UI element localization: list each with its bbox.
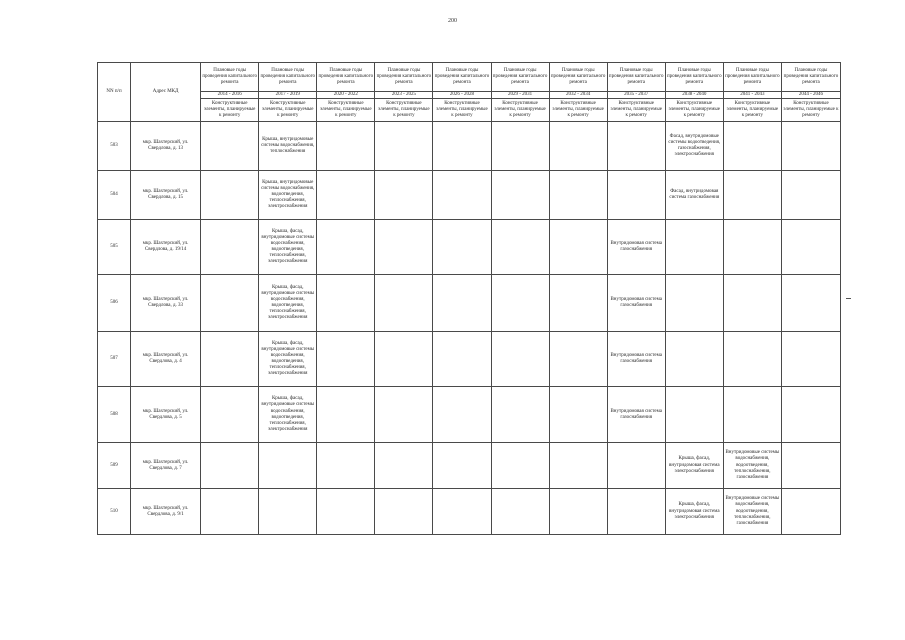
row-address: мкр. Шахтерский, ул. Свердлова, д. 13 — [131, 122, 201, 171]
table-cell — [781, 443, 840, 489]
header-years: 2014 - 2016 — [201, 92, 259, 99]
table-cell — [491, 275, 549, 332]
table-cell — [781, 332, 840, 387]
table-cell — [723, 171, 781, 220]
table-cell: Внутридомовая система газоснабжения — [607, 387, 665, 443]
table-cell — [433, 443, 491, 489]
header-elements-label: Конструктивные элементы, планируемые к ремонту — [433, 99, 491, 122]
table-cell — [549, 275, 607, 332]
table-cell — [549, 171, 607, 220]
header-elements-label: Конструктивные элементы, планируемые к ремонту — [665, 99, 723, 122]
table-cell — [317, 387, 375, 443]
table-row — [98, 387, 841, 443]
table-cell — [781, 387, 840, 443]
table-cell — [317, 122, 375, 171]
table-cell — [375, 171, 433, 220]
header-elements-label: Конструктивные элементы, планируемые к ремонту — [375, 99, 433, 122]
table-cell: Внутридомовая система газоснабжения — [607, 275, 665, 332]
header-years: 2029 - 2031 — [491, 92, 549, 99]
header-period-label: Плановые годы проведения капитального ремонта — [723, 63, 781, 92]
header-elements-label: Конструктивные элементы, планируемые к ремонту — [607, 99, 665, 122]
table-cell — [723, 275, 781, 332]
page-number: 200 — [448, 18, 457, 24]
table-cell — [781, 220, 840, 275]
header-years: 2026 - 2028 — [433, 92, 491, 99]
table-cell — [723, 387, 781, 443]
table-cell — [201, 387, 259, 443]
table-cell — [491, 171, 549, 220]
table-cell — [201, 443, 259, 489]
table-row — [98, 171, 841, 220]
header-period-label: Плановые годы проведения капитального ремонта — [607, 63, 665, 92]
table-cell — [549, 387, 607, 443]
header-elements-label: Конструктивные элементы, планируемые к ремонту — [491, 99, 549, 122]
row-number: 506 — [98, 275, 131, 332]
table-cell — [375, 275, 433, 332]
table-cell: Внутридомовые системы водоснабжения, водоотведения, теплоснабжения, газоснабжения — [723, 443, 781, 489]
row-number: 504 — [98, 171, 131, 220]
table-row — [98, 332, 841, 387]
table-cell: Внутридомовые системы водоснабжения, водоотведения, теплоснабжения, газоснабжения — [723, 489, 781, 535]
header-period-label: Плановые годы проведения капитального ремонта — [781, 63, 840, 92]
header-years: 2044 - 2046 — [781, 92, 840, 99]
table-cell — [433, 332, 491, 387]
header-period-label: Плановые годы проведения капитального ремонта — [433, 63, 491, 92]
table-cell — [781, 171, 840, 220]
header-num: NN п/п — [98, 63, 131, 122]
row-address: мкр. Шахтерский, ул. Свердлова, д. 15 — [131, 171, 201, 220]
table-cell — [491, 122, 549, 171]
header-years: 2038 - 2040 — [665, 92, 723, 99]
table-cell — [259, 489, 317, 535]
margin-mark — [846, 298, 851, 299]
table-cell — [259, 443, 317, 489]
table-cell — [433, 275, 491, 332]
table-cell — [317, 489, 375, 535]
row-number: 503 — [98, 122, 131, 171]
table-cell: Крыша, внутридомовые системы водоснабжения, теплоснабжения — [259, 122, 317, 171]
row-address: мкр. Шахтерский, ул. Свердлова, д. 4 — [131, 332, 201, 387]
row-number: 505 — [98, 220, 131, 275]
table-cell: Крыша, фасад, внутридомовые системы водоснабжения, водоотведения, теплоснабжения, электроснабжения — [259, 275, 317, 332]
table-row — [98, 220, 841, 275]
header-years: 2017 - 2019 — [259, 92, 317, 99]
table-cell — [607, 489, 665, 535]
header-period-label: Плановые годы проведения капитального ремонта — [259, 63, 317, 92]
table-cell — [723, 220, 781, 275]
row-number: 509 — [98, 443, 131, 489]
row-address: мкр. Шахтерский, ул. Свердлова, д. 9/1 — [131, 489, 201, 535]
table-cell — [433, 489, 491, 535]
table-cell: Крыша, фасад, внутридомовые системы водоснабжения, водоотведения, теплоснабжения, электроснабжения — [259, 387, 317, 443]
table-cell — [723, 122, 781, 171]
header-period-label: Плановые годы проведения капитального ремонта — [375, 63, 433, 92]
table-cell — [491, 443, 549, 489]
header-elements-label: Конструктивные элементы, планируемые к ремонту — [317, 99, 375, 122]
table-cell — [375, 489, 433, 535]
capital-repair-schedule-table — [97, 62, 841, 535]
table-cell — [201, 171, 259, 220]
table-cell — [607, 171, 665, 220]
table-cell — [201, 489, 259, 535]
row-address: мкр. Шахтерский, ул. Свердлова, д. 33 — [131, 275, 201, 332]
table-cell — [781, 122, 840, 171]
table-cell — [201, 220, 259, 275]
table-row — [98, 443, 841, 489]
table-cell — [781, 489, 840, 535]
table-cell — [549, 443, 607, 489]
table-cell — [607, 122, 665, 171]
table-cell — [317, 171, 375, 220]
row-number: 507 — [98, 332, 131, 387]
header-period-label: Плановые годы проведения капитального ремонта — [491, 63, 549, 92]
table-cell — [781, 275, 840, 332]
table-cell: Крыша, фасад, внутридомовые системы водоснабжения, водоотведения, теплоснабжения, электроснабжения — [259, 332, 317, 387]
table-cell — [665, 220, 723, 275]
header-period-label: Плановые годы проведения капитального ремонта — [201, 63, 259, 92]
table-cell — [433, 171, 491, 220]
table-cell: Крыша, фасад, внутридомовая система электроснабжения — [665, 443, 723, 489]
table-cell: Крыша, фасад, внутридомовые системы водоснабжения, водоотведения, теплоснабжения, электроснабжения — [259, 220, 317, 275]
header-address: Адрес МКД — [131, 63, 201, 122]
table-cell — [375, 332, 433, 387]
row-number: 510 — [98, 489, 131, 535]
header-years: 2035 - 2037 — [607, 92, 665, 99]
table-cell — [665, 387, 723, 443]
table-cell: Крыша, фасад, внутридомовая система электроснабжения — [665, 489, 723, 535]
table-cell: Внутридомовая система газоснабжения — [607, 332, 665, 387]
table-cell: Фасад, внутридомовые системы водоотведения, газоснабжения, электроснабжения — [665, 122, 723, 171]
header-elements-label: Конструктивные элементы, планируемые к ремонту — [781, 99, 840, 122]
table-cell — [201, 122, 259, 171]
table-cell — [375, 220, 433, 275]
table-cell — [665, 275, 723, 332]
table-cell — [549, 122, 607, 171]
table-row — [98, 489, 841, 535]
table-cell — [491, 489, 549, 535]
table-cell — [317, 332, 375, 387]
table-cell — [491, 332, 549, 387]
table-cell — [433, 220, 491, 275]
table-cell — [665, 332, 723, 387]
table-cell — [549, 489, 607, 535]
header-years: 2020 - 2022 — [317, 92, 375, 99]
table-cell — [723, 332, 781, 387]
header-elements-label: Конструктивные элементы, планируемые к ремонту — [259, 99, 317, 122]
table-cell — [549, 332, 607, 387]
table-cell: Фасад, внутридомовая система газоснабжения — [665, 171, 723, 220]
table-cell — [375, 122, 433, 171]
header-elements-label: Конструктивные элементы, планируемые к ремонту — [549, 99, 607, 122]
table-cell — [607, 443, 665, 489]
table-cell — [491, 220, 549, 275]
table-cell — [433, 122, 491, 171]
header-elements-label: Конструктивные элементы, планируемые к ремонту — [723, 99, 781, 122]
table-cell — [201, 275, 259, 332]
table-cell — [549, 220, 607, 275]
table-cell — [317, 443, 375, 489]
table-cell: Крыша, внутридомовые системы водоснабжения, водоотведения, теплоснабжения, электроснабжения — [259, 171, 317, 220]
table-cell: Внутридомовая система газоснабжения — [607, 220, 665, 275]
table-row — [98, 122, 841, 171]
header-period-label: Плановые годы проведения капитального ремонта — [665, 63, 723, 92]
table-row — [98, 275, 841, 332]
table-cell — [375, 443, 433, 489]
header-years: 2023 - 2025 — [375, 92, 433, 99]
row-address: мкр. Шахтерский, ул. Свердлова, д. 5 — [131, 387, 201, 443]
header-years: 2041 - 2043 — [723, 92, 781, 99]
header-elements-label: Конструктивные элементы, планируемые к ремонту — [201, 99, 259, 122]
table-cell — [433, 387, 491, 443]
table-cell — [317, 275, 375, 332]
header-years: 2032 - 2034 — [549, 92, 607, 99]
row-address: мкр. Шахтерский, ул. Свердлова, д. 7 — [131, 443, 201, 489]
table-cell — [201, 332, 259, 387]
table-cell — [317, 220, 375, 275]
table-cell — [491, 387, 549, 443]
row-address: мкр. Шахтерский, ул. Свердлова, д. 19/14 — [131, 220, 201, 275]
header-period-label: Плановые годы проведения капитального ремонта — [549, 63, 607, 92]
table-cell — [375, 387, 433, 443]
header-period-label: Плановые годы проведения капитального ремонта — [317, 63, 375, 92]
row-number: 508 — [98, 387, 131, 443]
